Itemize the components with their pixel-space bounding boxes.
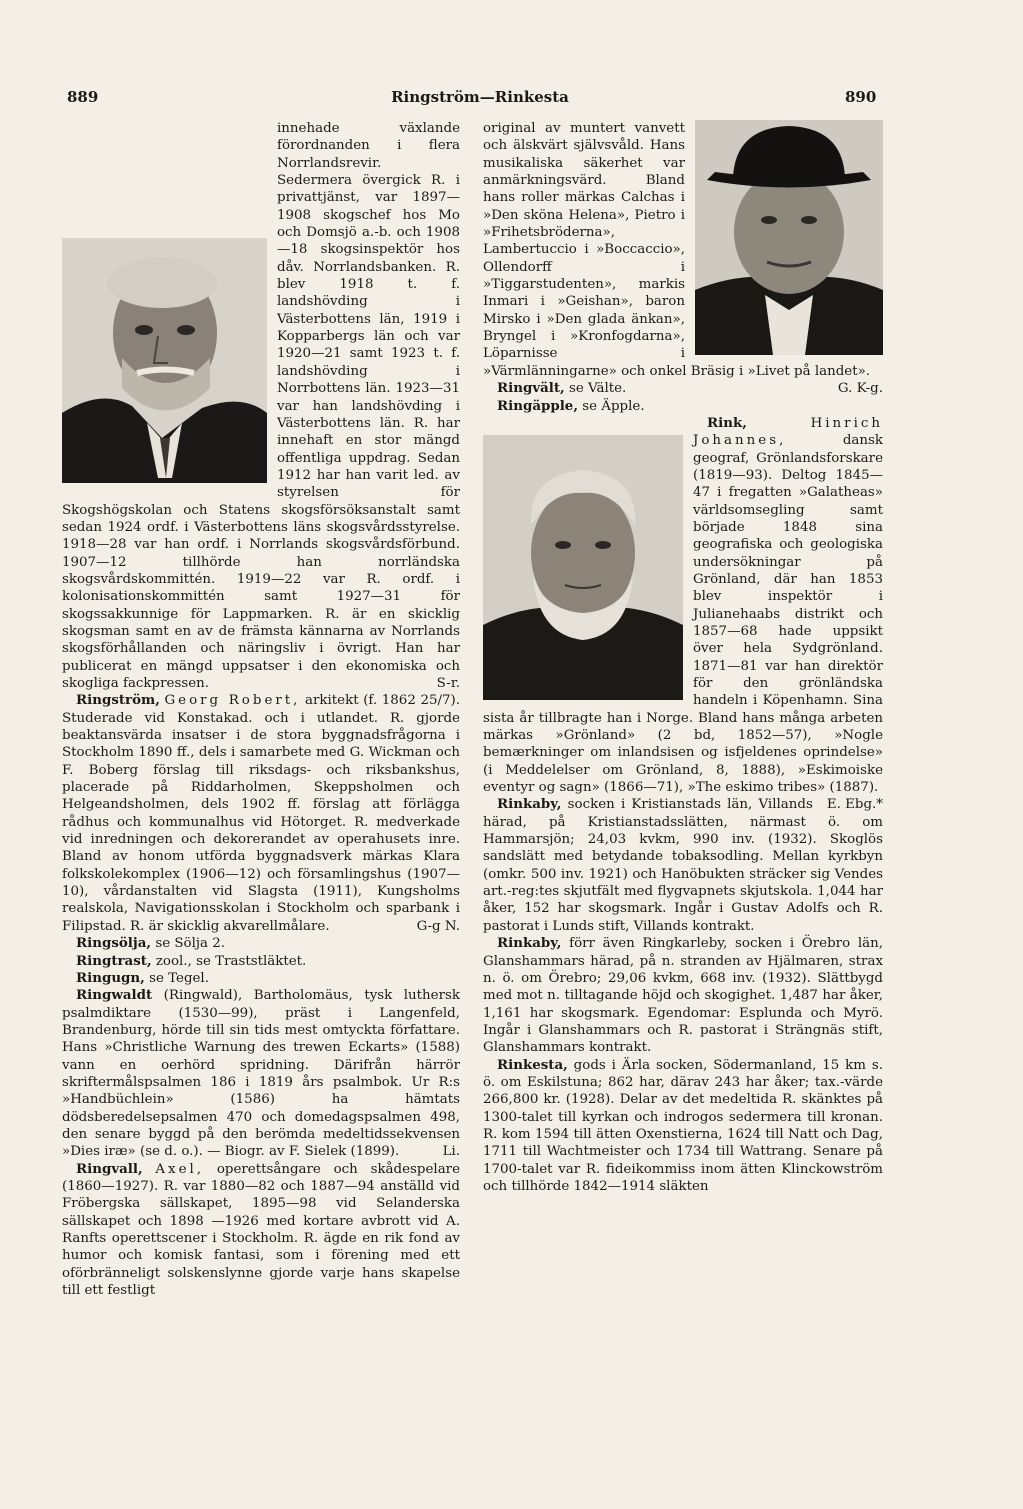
left-page-number: 889 (67, 88, 99, 106)
right-page-number: 890 (845, 88, 877, 106)
portrait-ringvall-photo (695, 120, 883, 355)
entry-ringugn: Ringugn, se Tegel. (76, 969, 209, 986)
entry-ringsolja: Ringsölja, se Sölja 2. (76, 935, 226, 952)
entry-ringstrom-georg: Ringström, Georg Robert, arkitekt (f. 1862 25/7). Studerade vid Konstakad. och i utlandet. R. gjorde beaktansvärda insatser i de stora byggnadsfrågorna i Stockholm 1890 ff., dels i samarbete med G. Wickman och F. Boberg förslag till riksdags- och riksbankshus, placerade på Riddarholmen, Skeppsholmen och Helgeandsholmen, dels 1902 ff. förslag att förlägga rådhus och kommunalhus vid Hötorget. R. medverkade vid inredningen och dekorerandet av operahusets inre. Bland av honom utförda byggnadsverk märkas Klara folkskolekomplex (1906—12) och församlingshus (1907—10), vårdanstalten vid Slagsta (1911), Kungsholms realskola, Navigationsskolan i Stockholm och sparbank i Filipstad. R. är skicklig akvarellmålare. G-g N. (62, 692, 461, 934)
right-intro-paragraph: original av muntert vanvett och älskvärt självsvåld. Hans musikaliska säkerhet var anmärkningsvärd. Bland hans roller märkas Calchas i »Den sköna Helena», Pietro i »Frihetsbröderna», Lambertuccio i »Boccaccio», Ollendorff i »Tiggarstudenten», markis Inmari i »Geishan», baron Mirsko i »Den glada änkan», Bryngel i »Kronfogdarna», Löparnisse i »Värmlänningarne» och onkel Bräsig i »Livet på landet». G. K-g. (483, 121, 883, 397)
running-title: Ringström—Rinkesta (391, 88, 569, 106)
entry-ringapple: Ringäpple, se Äpple. (497, 397, 645, 414)
entry-ringwaldt: Ringwaldt (Ringwald), Bartholomäus, tysk luthersk psalmdiktare (1530—99), präst i Langenfeld, Brandenburg, hörde till sin tids mest omtyckta författare. Hans »Christliche Warnung des trewen Eckarts» (1588) vann en oerhörd spridning. Därifrån härrör skriftermålspsalmen 186 i 1819 års psalmbok. Ur R:s »Handbüchlein» (1586) ha hämtats dödsberedelsepsalmen 470 och domedagspsalmen 498, den senare byggd på den berömda medeltidssekvensen »Dies iræ» (se d. o.). — Biogr. av F. Sielek (1899). Li. (62, 987, 460, 1160)
portrait-ringstrom-photo (62, 238, 267, 483)
entry-ringvall: Ringvall, Axel, operettsångare och skådespelare (1860—1927). R. var 1880—82 och 1887—94 anställd vid Fröbergska sällskapet, 1895—98 vid Selanderska sällskapet och 1898 —1926 med kortare avbrott vid A. Ranfts operettscener i Stockholm. R. ägde en rik fond av humor och komisk fantasi, som i förening med ett oförbränneligt solskenslynne gjorde varje hans skapelse till ett festligt (62, 1160, 461, 1299)
entry-rinkesta: Rinkesta, gods i Ärla socken, Södermanland, 15 km s. ö. om Eskilstuna; 862 har, därav 243 har åker; tax.-värde 266,800 kr. (1928). Delar av det medeltida R. skänktes på 1300-talet till kyrkan och indrogos sedermera till kronan. R. kom 1594 till ätten Oxenstierna, 1624 till Natt och Dag, 1711 till Wachtmeister och 1734 till Wattrang. Senare på 1700-talet var R. fideikommiss inom ätten Klinckowström och tillhörde 1842—1914 släkten (483, 1056, 883, 1194)
entry-ringvalt: Ringvält, se Välte. (497, 380, 627, 397)
entry-ringtrast: Ringtrast, zool., se Traststläktet. (76, 952, 307, 969)
entry-rinkaby-orebro: Rinkaby, förr även Ringkarleby, socken i Örebro län, Glanshammars härad, på n. stranden av Hjälmaren, strax n. ö. om Örebro; 29,06 kvkm, 668 inv. (1932). Slättbygd med mot n. tilltagande höjd och skogighet. 1,487 har åker, 1,161 har skogsmark. Egendomar: Esplunda och Myrö. Ingår i Glanshammars och R. pastorat i Strängnäs stift, Glanshammars kontrakt. (483, 935, 883, 1056)
entry-rink-hinrich: Rink, Hinrich Johannes, dansk geograf, Grönlandsforskare (1819—93). Deltog 1845—47 i fregatten »Galatheas» världsomsegling samt började 1848 sina geografiska och geologiska undersökningar på Grönland, där han 1853 blev inspektör i Julianehaabs distrikt och 1857—68 hade uppsikt över hela Sydgrönland. 1871—81 var han direktör för den grönländska handeln i Köpenhamn. Sina sista år tillbragte han i Norge. Bland hans många arbeten märkas »Grönland» (2 bd, 1852—57), »Nogle bemærkninger om inlandsisen og isfjeldenes oprindelse» (i Meddelelser om Grönland, 8, 1888), »Eskimoiske eventyr og sagn» (1866—71), »The eskimo tribes» (1887). E. Ebg.* (483, 414, 883, 813)
left-intro-paragraph: innehade växlande förordnanden i flera Norrlandsrevir. Sedermera övergick R. i privattjänst, var 1897—1908 skogschef hos Mo och Domsjö a.-b. och 1908—18 skogsinspektör hos dåv. Norrlandsbanken. R. blev 1918 t. f. landshövding i Västerbottens län, 1919 i Kopparbergs län och var 1920—21 samt 1923 t. f. landshövding i Norrbottens län. 1923—31 var han landshövding i Västerbottens län. R. har innehaft en stor mängd offentliga uppdrag. Sedan 1912 har han varit led. av styrelsen för Skogshögskolan och Statens skogsförsöksanstalt samt sedan 1924 ordf. i Västerbottens läns skogsvårdsstyrelse. 1918—28 var han ordf. i Norrlands skogsvårdsförbund. 1907—12 tillhörde han norrländska skogsvårdskommittén. 1919—22 var R. ordf. i kolonisationskommittén samt 1927—31 för skogssakkunnige för Lappmarken. R. är en skicklig skogsman samt en av de främsta kännarna av Norrlands skogsförhållanden och näringsliv i övrigt. Han har publicerat en mängd uppsatser i den ekonomiska och skogliga fackpressen. S-r. (62, 121, 460, 691)
right-column (483, 120, 883, 1195)
portrait-rink-photo (483, 435, 683, 700)
entry-rinkaby-kristianstad: Rinkaby, socken i Kristianstads län, Villands härad, på Kristianstadsslätten, närmast ö. om Hammarsjön; 24,03 kvkm, 990 inv. (1932). Skoglös sandslätt med betydande tobaksodling. Mellan kyrkbyn (omkr. 500 inv. 1921) och Hanöbukten sträcker sig Vendes art.-reg:tes skjutfält med flygvapnets skjutskola. 1,044 har åker, 152 har skogsmark. Ingår i Gustav Adolfs och R. pastorat i Lunds stift, Villands kontrakt. (483, 796, 883, 934)
left-column (62, 120, 460, 1299)
